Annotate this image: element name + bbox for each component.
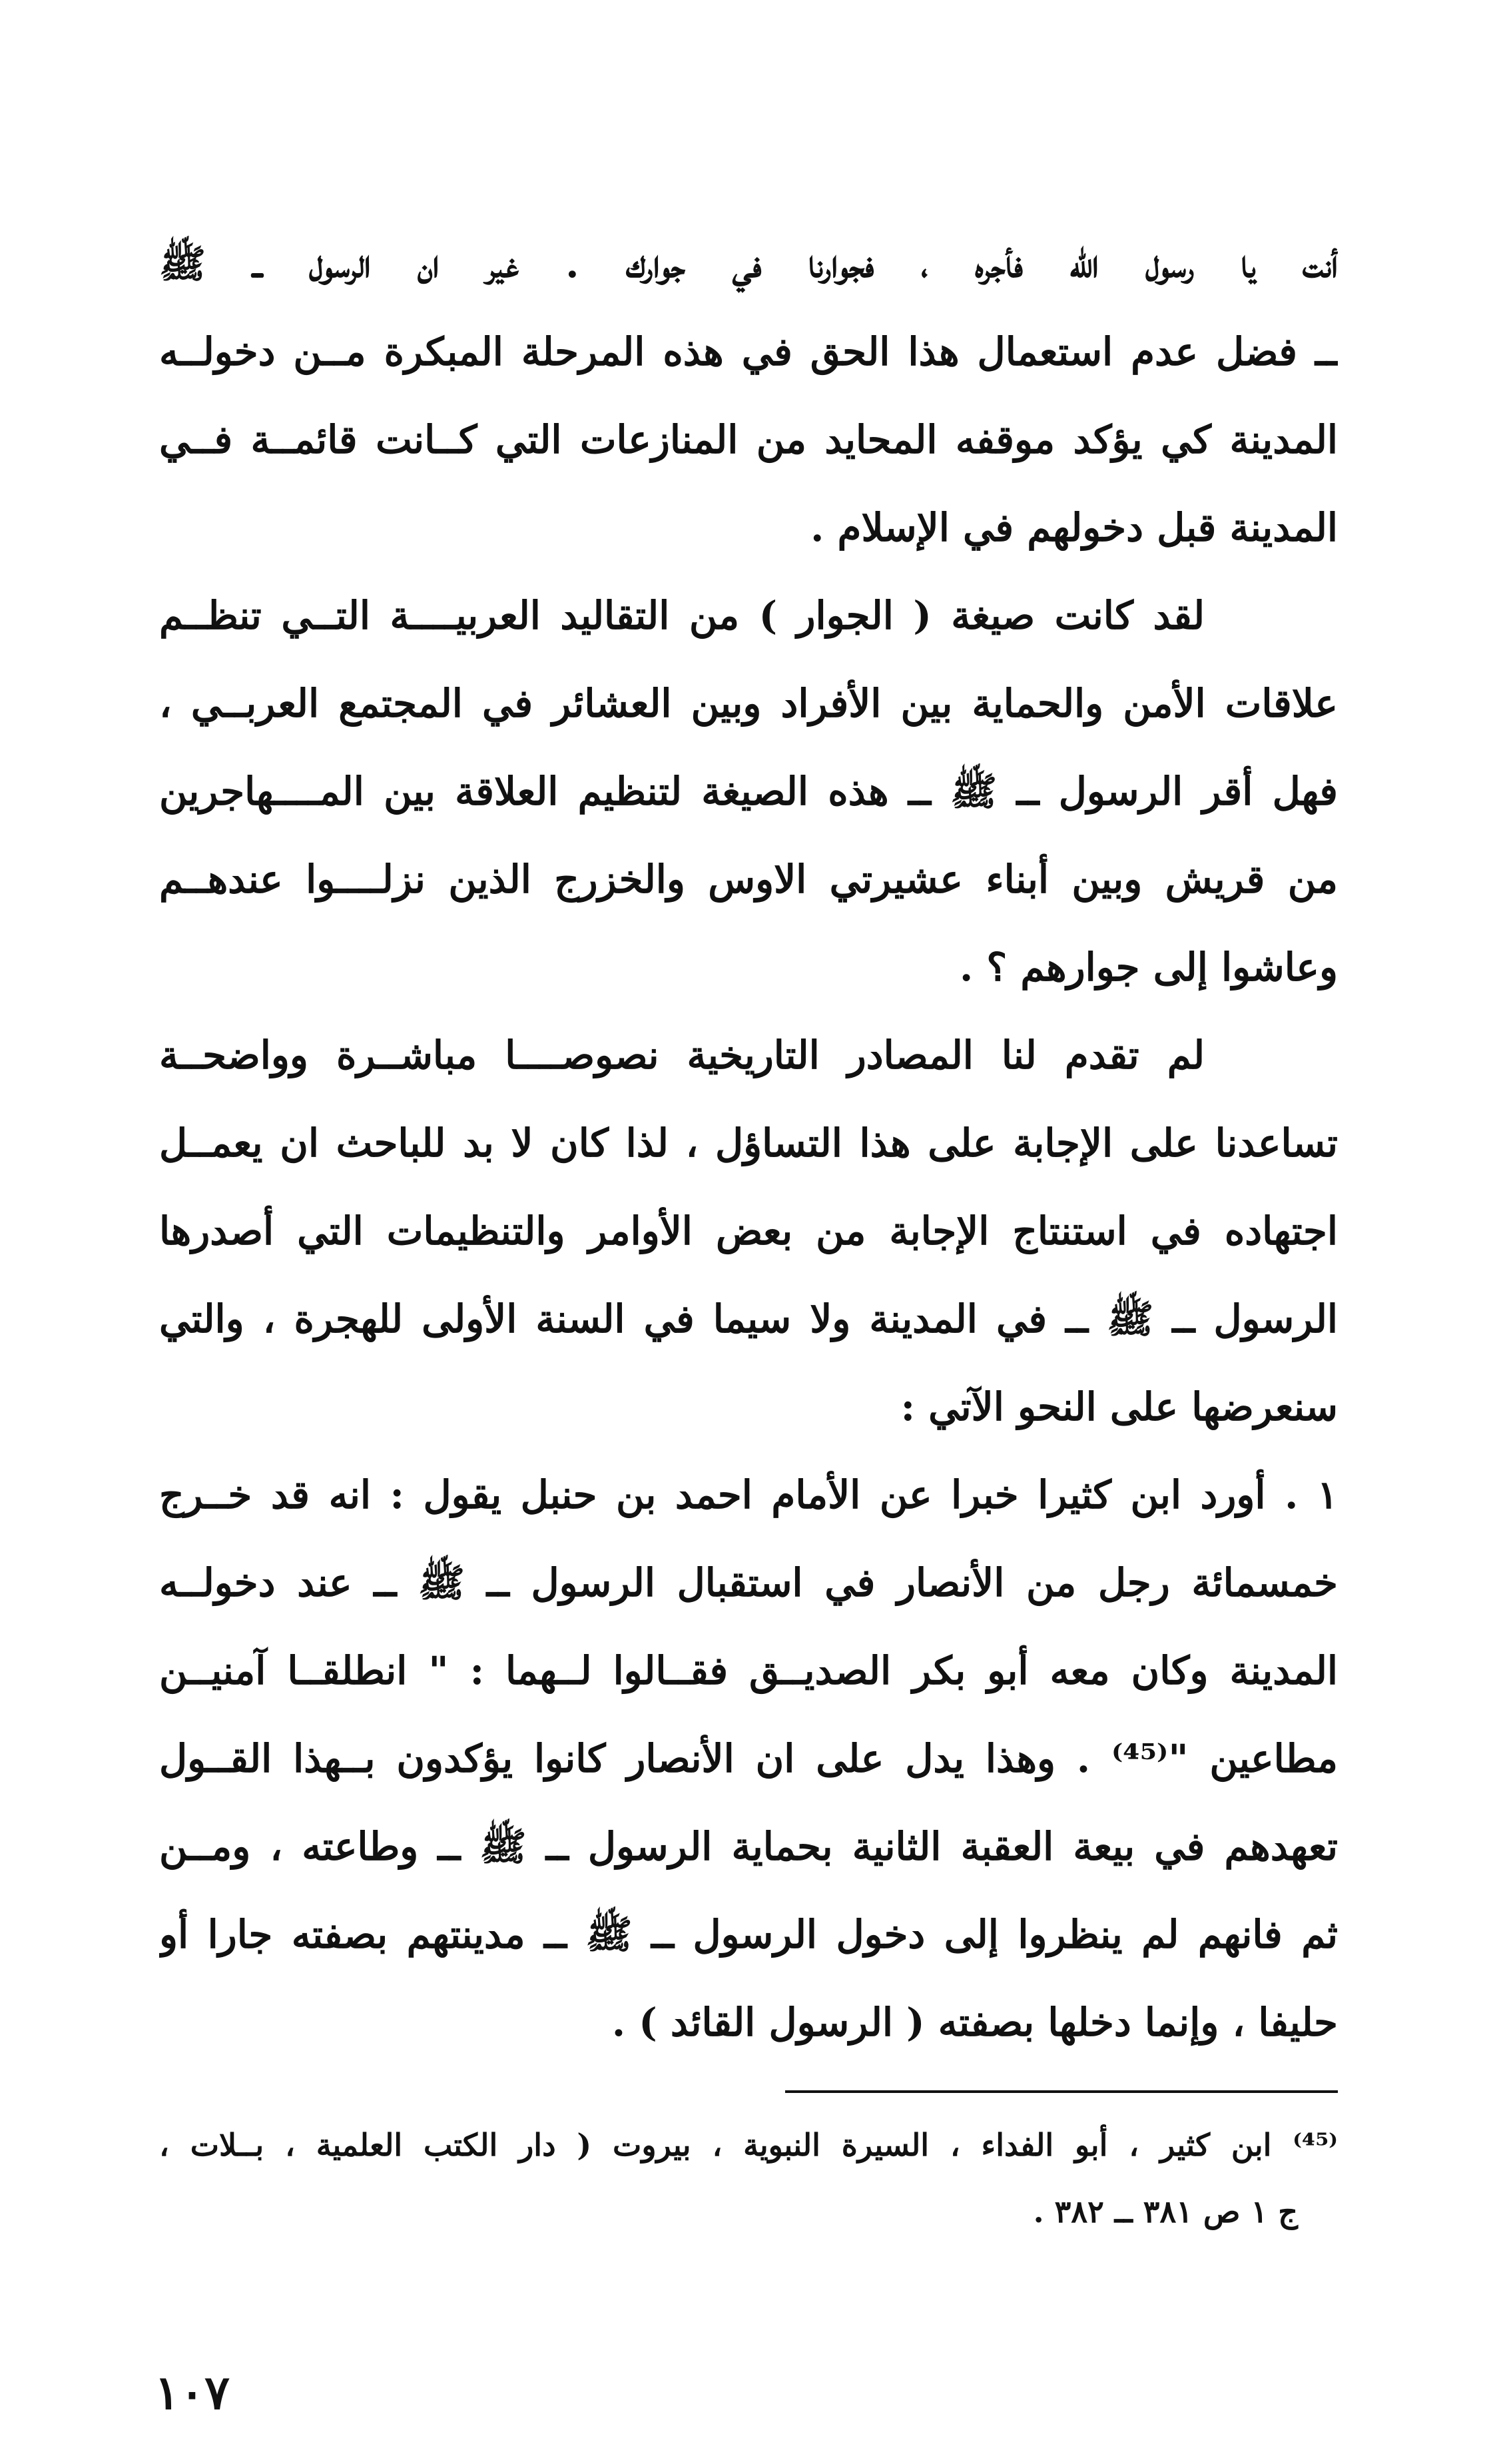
body-line-14: سنعرضها على النحو الآتي : (900, 1384, 1338, 1430)
footnote-line-1: ⁽⁴⁵⁾ ابن كثير ، أبو الفداء ، السيرة النبوية ، بيروت ( دار الكتب العلمية ، بــلات ، (159, 2127, 1338, 2163)
body-line-15: ١ . أورد ابن كثيرا خبرا عن الأمام احمد بن حنبل يقول : انه قد خــرج (159, 1472, 1338, 1517)
footnote-separator (785, 2090, 1338, 2093)
body-line-4: المدينة قبل دخولهم في الإسلام . (810, 505, 1338, 550)
body-line-13: الرسول ــ ﷺ ــ في المدينة ولا سيما في السنة الأولى للهجرة ، والتي (159, 1296, 1338, 1342)
body-line-5: لقد كانت صيغة ( الجوار ) من التقاليد العربيــــة التــي تنظــم (159, 593, 1205, 638)
body-line-19: تعهدهم في بيعة العقبة الثانية بحماية الرسول ــ ﷺ ــ وطاعته ، ومــن (159, 1824, 1338, 1869)
page-number: ١٠٧ (154, 2365, 230, 2420)
body-line-1: أنت يا رسول الله فأجره ، فجوارنا في جوارك . غير ان الرسول ــ ﷺ (159, 241, 1338, 286)
body-line-12: اجتهاده في استنتاج الإجابة من بعض الأوامر والتنظيمات التي أصدرها (159, 1208, 1338, 1254)
body-line-2: ــ فضل عدم استعمال هذا الحق في هذه المرحلة المبكرة مــن دخولــه (159, 329, 1338, 374)
body-line-11: تساعدنا على الإجابة على هذا التساؤل ، لذا كان لا بد للباحث ان يعمــل (159, 1120, 1338, 1166)
body-line-9: وعاشوا إلى جوارهم ؟ . (960, 945, 1338, 990)
body-line-20: ثم فانهم لم ينظروا إلى دخول الرسول ــ ﷺ ــ مدينتهم بصفته جارا أو (159, 1912, 1338, 1957)
body-line-6: علاقات الأمن والحماية بين الأفراد وبين العشائر في المجتمع العربــي ، (159, 681, 1338, 726)
body-text (159, 220, 1338, 2066)
body-line-10: لم تقدم لنا المصادر التاريخية نصوصــــا مباشــرة وواضحــة (159, 1032, 1205, 1078)
body-line-3: المدينة كي يؤكد موقفه المحايد من المنازعات التي كــانت قائمــة فــي (159, 417, 1338, 462)
body-line-16: خمسمائة رجل من الأنصار في استقبال الرسول ــ ﷺ ــ عند دخولــه (159, 1560, 1338, 1605)
body-line-17: المدينة وكان معه أبو بكر الصديــق فقــالوا لــهما : " انطلقــا آمنيــن (159, 1648, 1338, 1693)
body-line-8: من قريش وبين أبناء عشيرتي الاوس والخزرج الذين نزلــــوا عندهــم (159, 857, 1338, 902)
body-line-7: فهل أقر الرسول ــ ﷺ ــ هذه الصيغة لتنظيم العلاقة بين المــــهاجرين (159, 769, 1338, 814)
body-line-21: حليفا ، وإنما دخلها بصفته ( الرسول القائد ) . (611, 2000, 1338, 2045)
footnote-line-2: ج ١ ص ٣٨١ ــ ٣٨٢ . (1033, 2194, 1298, 2230)
body-line-18: مطاعين "⁽⁴⁵⁾ . وهذا يدل على ان الأنصار كانوا يؤكدون بــهذا القــول (159, 1736, 1338, 1781)
footnotes (159, 2112, 1338, 2245)
